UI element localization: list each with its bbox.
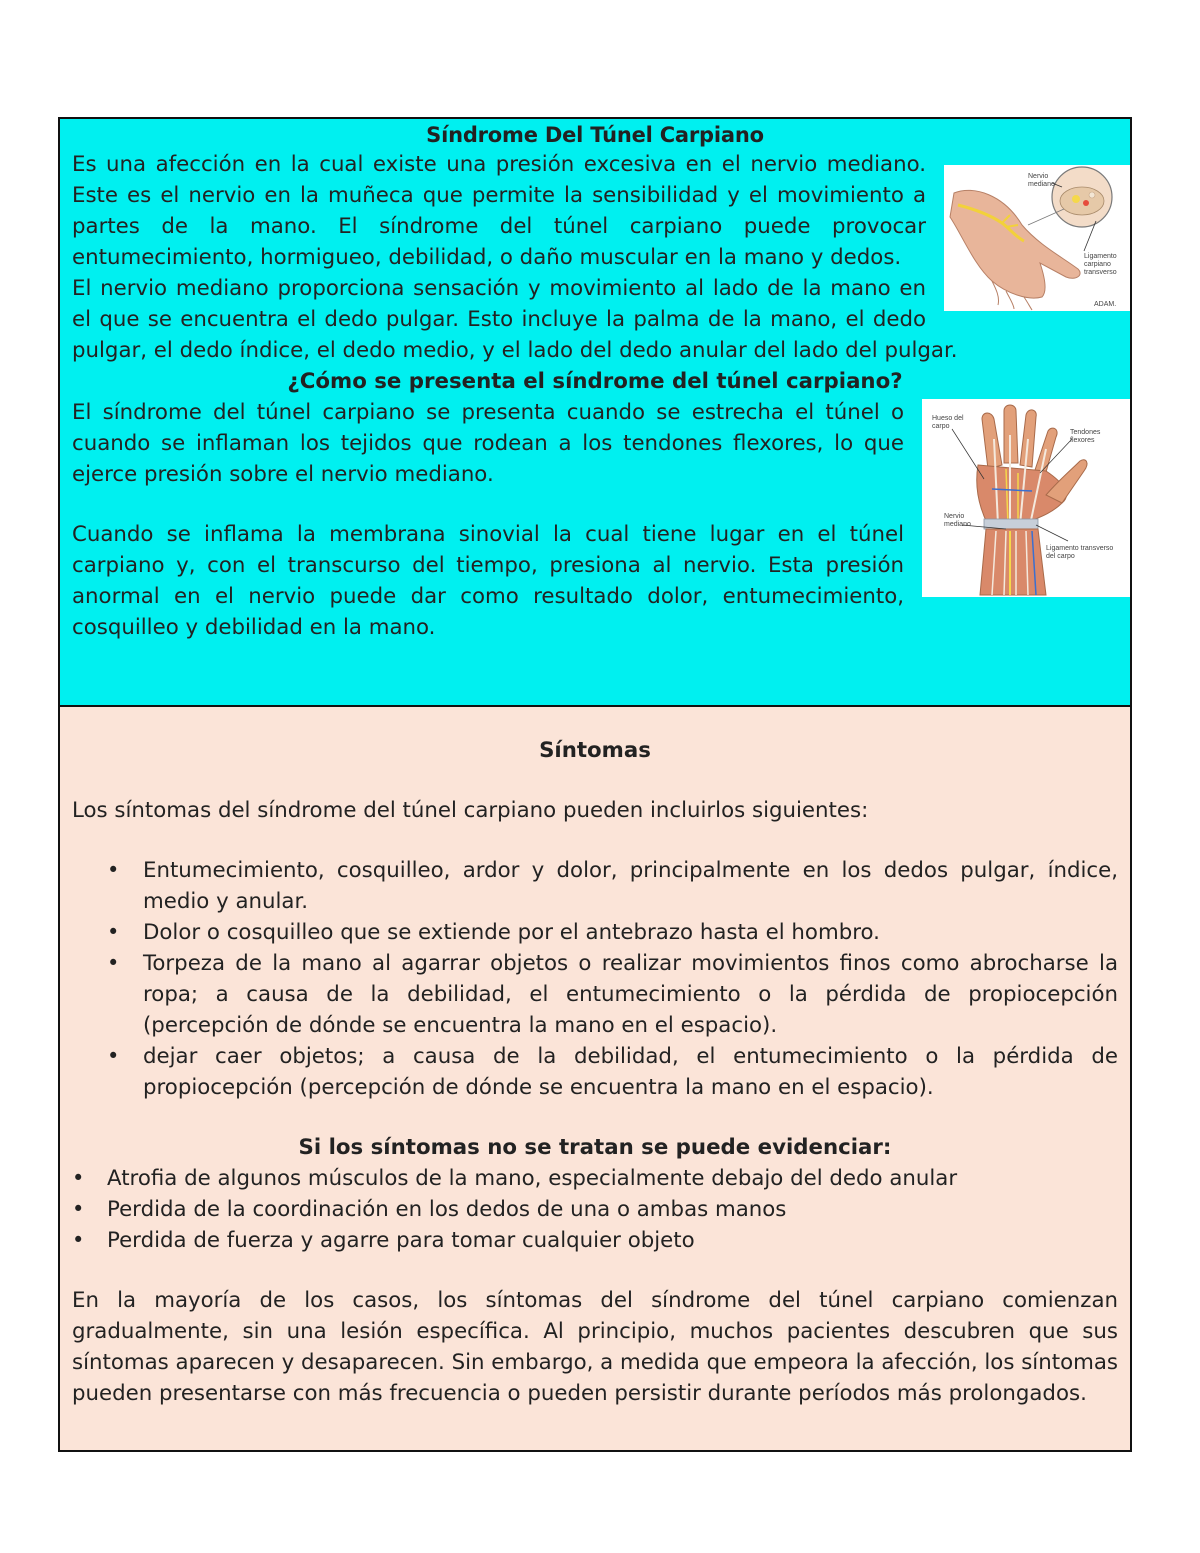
list-item-text: Perdida de la coordinación en los dedos de una o ambas manos [107,1197,787,1222]
figure2-label-tendons: Tendones flexores [1070,429,1101,444]
list-item [72,855,1118,917]
figure2-label-ligament: Ligamento transverso del carpo [1046,545,1114,560]
symptoms-intro: Los síntomas del síndrome del túnel carpiano pueden incluirlos siguientes: [72,798,869,823]
list-item-text: Dolor o cosquilleo que se extiende por el antebrazo hasta el hombro. [143,920,880,945]
list-item [72,1225,1118,1256]
spacer [72,766,1118,795]
spacer [72,1256,1118,1285]
symptoms-list [72,855,1118,1103]
spacer [72,826,1118,855]
figure2-label-bone: Hueso del carpo [932,415,964,430]
bullet-icon: • [107,951,120,975]
bullet-icon: • [72,1166,85,1190]
intro-cell [60,119,1130,707]
bullet-icon: • [107,858,120,882]
closing-paragraph: En la mayoría de los casos, los síntomas del síndrome del túnel carpiano comienzan gradualmente, sin una lesión específica. Al principio, muchos pacientes descubren que sus síntomas aparecen y desaparecen. Sin embargo, a medida que empeora la afección, los síntomas pueden presentarse con más frecuencia o pueden persistir durante períodos más prolongados. [72,1288,1118,1406]
list-item-text: dejar caer objetos; a causa de la debilidad, el entumecimiento o la pérdida de propiocepción (percepción de dónde se encuentra la mano en el espacio). [143,1044,1118,1100]
bullet-icon: • [107,920,120,944]
bullet-icon: • [72,1228,85,1252]
symptoms-cell [60,707,1130,1450]
figure1-label-ligament: Ligamento carpiano transverso [1084,253,1117,276]
bullet-icon: • [107,1044,120,1068]
bullet-icon: • [72,1197,85,1221]
wrist-illustration-image [944,165,1130,311]
list-item-text: Perdida de fuerza y agarre para tomar cualquier objeto [107,1228,695,1253]
wrist-anatomy-image [922,399,1130,597]
list-item-text: Atrofia de algunos músculos de la mano, especialmente debajo del dedo anular [107,1166,958,1191]
presentation-paragraph-1: El síndrome del túnel carpiano se presenta cuando se estrecha el túnel o cuando se inflaman los tejidos que rodean a los tendones flexores, lo que ejerce presión sobre el nervio mediano. [72,400,904,487]
figure2-label-nerve: Nervio mediano [944,513,971,528]
figure1-label-nerve: Nervio mediano [1028,173,1055,188]
presentation-paragraph-2: Cuando se inflama la membrana sinovial la cual tiene lugar en el túnel carpiano y, con el transcurso del tiempo, presiona al nervio. Esta presión anormal en el nervio puede dar como resultado dolor, entumecimiento, cosquilleo y debilidad en la mano. [72,522,904,640]
untreated-heading: Si los síntomas no se tratan se puede evidenciar: [298,1135,892,1160]
list-item-text: Entumecimiento, cosquilleo, ardor y dolor, principalmente en los dedos pulgar, índice, medio y anular. [143,858,1118,914]
list-item [72,1041,1118,1103]
document-table [58,117,1132,1452]
list-item [72,1194,1118,1225]
list-item-text: Torpeza de la mano al agarrar objetos o realizar movimientos finos como abrocharse la ropa; a causa de la debilidad, el entumecimiento o la pérdida de propiocepción (percepción de dónde se encuentra la mano en el espacio). [143,951,1118,1038]
symptoms-heading: Síntomas [539,738,651,763]
untreated-list [72,1163,1118,1256]
spacer [72,1103,1118,1132]
document-title: Síndrome Del Túnel Carpiano [426,123,764,147]
figure1-label-credit: ADAM. [1094,301,1117,308]
intro-paragraph-1: Es una afección en la cual existe una presión excesiva en el nervio mediano. Este es el nervio en la muñeca que permite la sensibilidad y el movimiento a partes de la mano. El síndrome del túnel carpiano puede provocar entumecimiento, hormigueo, debilidad, o daño muscular en la mano y dedos. [72,152,926,270]
list-item [72,948,1118,1041]
intro-paragraph-2: El nervio mediano proporciona sensación y movimiento al lado de la mano en el que se encuentra el dedo pulgar. Esto incluye la palma de la mano, el dedo pulgar, el dedo índice, el dedo medio, y el lado del dedo anular del lado del pulgar. [72,276,958,363]
presentation-heading: ¿Cómo se presenta el síndrome del túnel carpiano? [287,369,903,394]
list-item [72,917,1118,948]
list-item [72,1163,1118,1194]
